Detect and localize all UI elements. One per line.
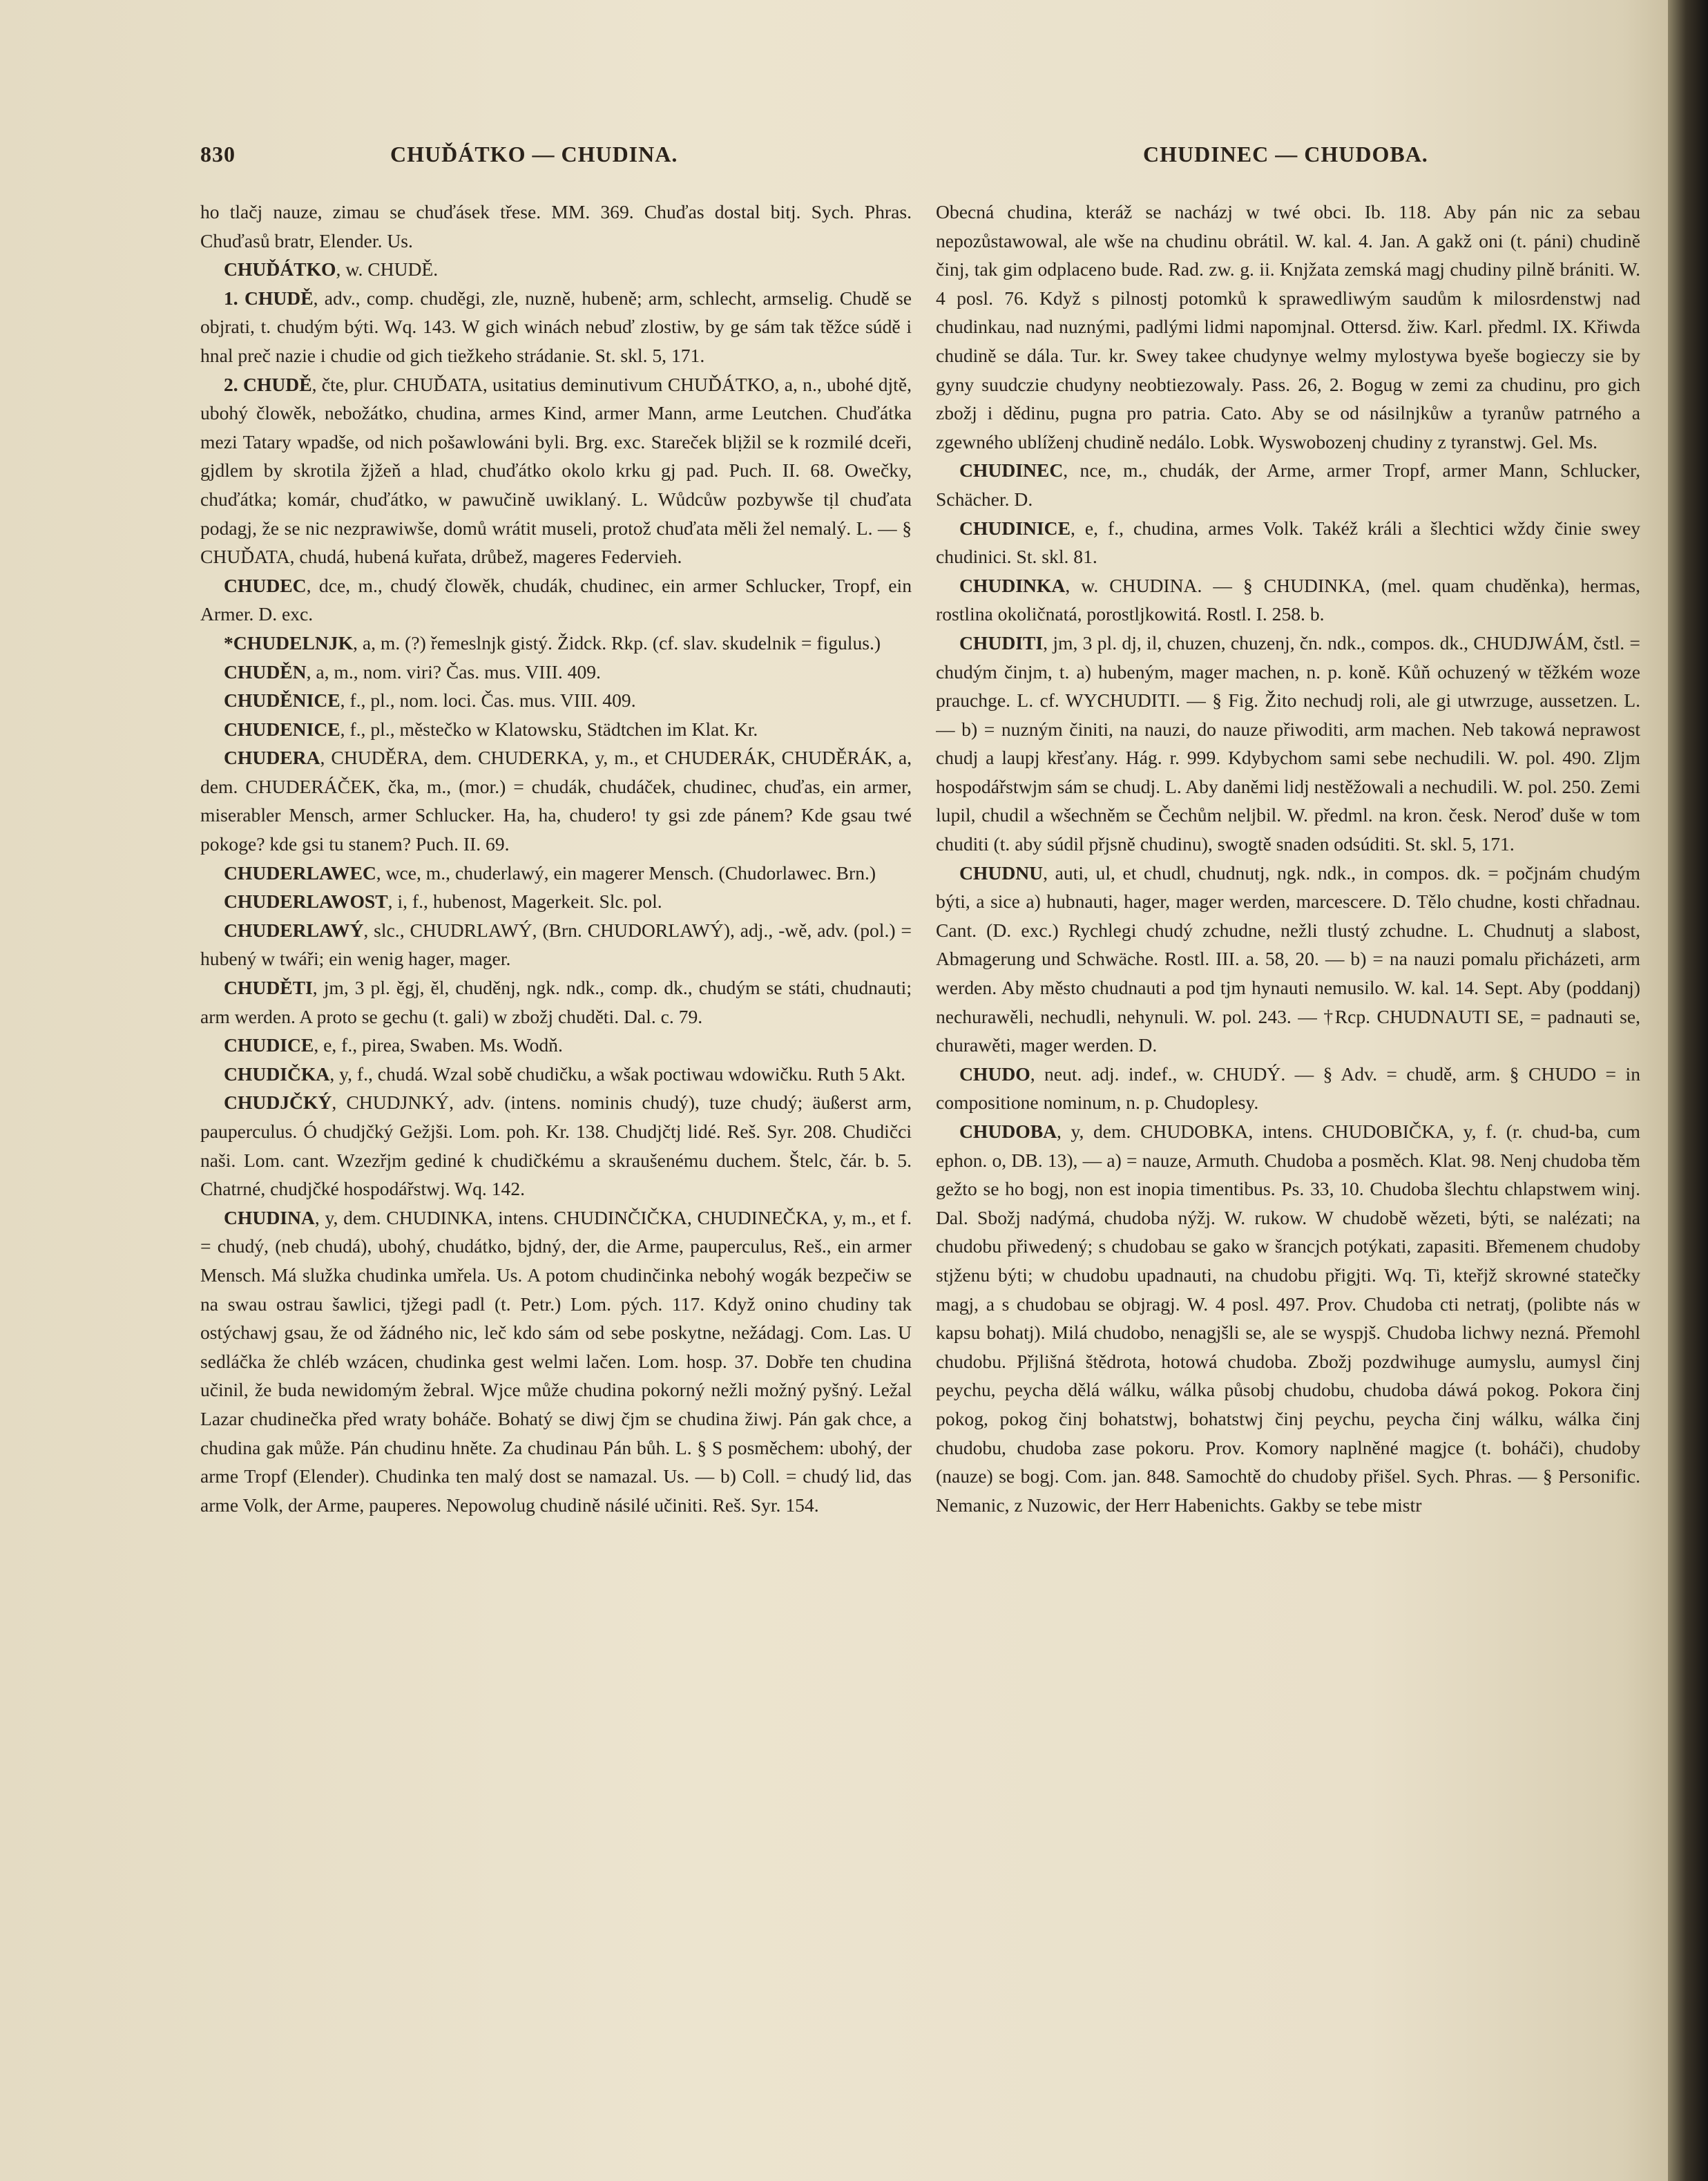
entry-text: , w. CHUDĚ. — [336, 258, 439, 280]
entry-headword: CHUDINKA — [959, 574, 1066, 596]
entry-headword: CHUDERLAWOST — [224, 891, 388, 913]
entry-headword: CHUDĚN — [224, 660, 307, 683]
entry-text: , f., pl., nom. loci. Čas. mus. VIII. 409. — [340, 689, 636, 712]
entry-text: , nce, m., chudák, der Arme, armer Tropf, armer Mann, Schlucker, Schächer. D. — [936, 459, 1640, 510]
entry-headword: CHUDINEC — [959, 459, 1064, 482]
entry-headword: CHUDERA — [224, 747, 320, 769]
running-header — [200, 142, 1637, 176]
entry-text: , y, dem. CHUDOBKA, intens. CHUDOBIČKA, y, f. (r. chud-ba, cum ephon. o, DB. 13), — a) = nauze, Armuth. Chudoba a posměch. Klat. 98. Nenj chudoba těm gežto se ho bogj, non est inopia timentibus. Ps. 33, 10. Chudoba šlechtu chlapstwem winj. Dal. Sbožj nadýmá, chudoba nýžj. W. rukow. W chudobě wězeti, býti, se nalézati; na chudobu přiwedený; s chudobau se gako w šrancjch potýkati, zapasiti. Břemenem chudoby stjženu býti; w chudobu upadnauti, na chudobu přigjti. Wq. Ti, kteřjž skrowné statečky magj, a s chudobau se objragj. W. 4 posl. 497. Prov. Chudoba cti netratj, (polibte nás w kapsu bohatj). Milá chudobo, nenagjšli se, ale se wyspjš. Chudoba lichwy nezná. Přemohl chudobu. Přjlišná štědrota, hotowá chudoba. Zbožj pozdwihuge aumyslu, aumysl činj peychu, peycha dělá wálku, wálka působj chudobu, chudoba dáwá pokog. Pokora činj pokog, pokog činj bohatstwj, bohatstwj činj peychu, peycha činj wálku, wálka činj chudobu, chudoba zase pokoru. Prov. Komory naplněné magjce (t. boháči), chudoby (nauze) se bogj. Com. jan. 848. Samochtě do chudoby přišel. Sych. Phras. — § Personific. Nemanic, z Nuzowic, der Herr Habenichts. Gakby se tebe mistr — [936, 1121, 1640, 1516]
dictionary-entry — [200, 1031, 912, 1060]
dictionary-entry — [200, 629, 912, 658]
dictionary-entry — [200, 658, 912, 687]
entry-text: , jm, 3 pl. ěgj, ěl, chuděnj, ngk. ndk., comp. dk., chudým se státi, chudnauti; arm werden. A proto se gechu (t. gali) w zbožj chuděti. Dal. c. 79. — [200, 977, 912, 1027]
dictionary-entry — [200, 686, 912, 715]
entry-text: , f., pl., městečko w Klatowsku, Städtchen im Klat. Kr. — [340, 718, 758, 740]
right-column — [936, 198, 1640, 2125]
dictionary-entry — [200, 743, 912, 858]
entry-headword: CHUDINICE — [959, 517, 1071, 539]
entry-text: , adv., comp. chuděgi, zle, nuzně, hubeně; arm, schlecht, armselig. Chudě se objrati, t. chudým býti. Wq. 143. W gich winách nebuď zlostiw, by ge sám tak těžce súdě i hnal preč nazie i chudie od gich tiežkeho strádanie. St. skl. 5, 171. — [200, 287, 912, 366]
right-running-head: CHUDINEC — CHUDOBA. — [1143, 142, 1428, 166]
entry-text: , e, f., chudina, armes Volk. Takéž králi a šlechtici wždy činie swey chudinici. St. skl. 81. — [936, 517, 1640, 568]
entry-text: Obecná chudina, kteráž se nacházj w twé obci. Ib. 118. Aby pán nic za sebau nepozůstawowal, ale wše na chudinu obrátil. W. kal. 4. Jan. A gakž oni (t. páni) chudině činj, tak gim odplaceno bude. Rad. zw. g. ii. Knjžata zemská magj chudiny pilně brániti. W. 4 posl. 76. Když s pilnostj potomků k sprawedliwým saudům k milosrdenstwj nad chudinkau, nad nuznými, padlými lidmi napomjnal. Ottersd. žiw. Karl. předml. IX. Křiwda chudině se dála. Tur. kr. Swey takee chudynye welmy mylostywa byeše bogieczy sie by gyny suudczie chudyny neobtiezowaly. Pass. 26, 2. Bogug w zemi za chudinu, pro gich zbožj i dědinu, pugna pro patria. Cato. Aby se od násilnjkůw a tyranůw patrného a zgewného ublíženj chudině nedálo. Lobk. Wyswobozenj chudiny z tyranstwj. Gel. Ms. — [936, 201, 1640, 453]
entry-headword: 2. CHUDĚ — [224, 373, 312, 395]
entry-headword: CHUDERLAWEC — [224, 861, 376, 884]
dictionary-entry — [200, 198, 912, 255]
entry-headword: CHUDEC — [224, 574, 307, 596]
entry-headword: CHUDINA — [224, 1206, 315, 1228]
entry-headword: CHUDNU — [959, 861, 1044, 884]
entry-headword: CHUDIČKA — [224, 1063, 330, 1085]
dictionary-entry — [936, 859, 1640, 1060]
entry-text: , dce, m., chudý člowěk, chudák, chudinec, ein armer Schlucker, Tropf, ein Armer. D. exc. — [200, 574, 912, 625]
dictionary-entry — [936, 629, 1640, 859]
dictionary-entry — [936, 1060, 1640, 1117]
entry-headword: CHUDICE — [224, 1034, 314, 1056]
entry-text: , jm, 3 pl. dj, il, chuzen, chuzenj, čn. ndk., compos. dk., CHUDJWÁM, čstl. = chudým činjm, t. a) hubeným, mager machen, n. p. koně. Kůň ochuzený w těžkém woze prauchge. L. cf. WYCHUDITI. — § Fig. Žito nechudj roli, ale gi utwrzuge, aussetzen. L. — b) = nuzným činiti, na nauzi, do nauze přiwoditi, arm machen. Neb takowá neprawost chudj a laupj křesťany. Hág. r. 999. Kdybychom sami sebe nechudili. W. pol. 490. Zljm hospodářstwjm sám se chudj. L. Aby daněmi lidj nestěžowali a nechudili. W. pol. 250. Zemi lupil, chudil a wšechněm se Čechům neljbil. W. předml. na kron. česk. Neroď duše w tom chuditi (t. aby súdil přjsně chudinu), swogtě snaden odsúditi. St. skl. 5, 171. — [936, 631, 1640, 855]
dictionary-entry — [200, 1060, 912, 1089]
dictionary-entry — [200, 1088, 912, 1203]
left-running-head: CHUĎÁTKO — CHUDINA. — [390, 142, 678, 166]
entry-text: , CHUDJNKÝ, adv. (intens. nominis chudý), tuze chudý; äußerst arm, pauperculus. Ó chudjčký Gežjši. Lom. poh. Kr. 138. Chudjčtj lidé. Reš. Syr. 208. Chudičci naši. Lom. cant. Wzezřjm gediné k chudičkému a skraušenému duchem. Štelc, čár. b. 5. Chatrné, chudjčké hospodářstwj. Wq. 142. — [200, 1092, 912, 1200]
entry-text: ho tlačj nauze, zimau se chuďásek třese. MM. 369. Chuďas dostal bitj. Sych. Phras. Chuďasů bratr, Elender. Us. — [200, 201, 912, 251]
entry-text: , e, f., pirea, Swaben. Ms. Wodň. — [314, 1034, 563, 1056]
dictionary-entry — [200, 571, 912, 629]
entry-text: , w. CHUDINA. — § CHUDINKA, (mel. quam chuděnka), hermas, rostlina okoličnatá, porostljkowitá. Rostl. I. 258. b. — [936, 574, 1640, 625]
dictionary-entry — [936, 456, 1640, 513]
entry-headword: CHUDĚNICE — [224, 689, 340, 712]
entry-headword: CHUDENICE — [224, 718, 340, 740]
entry-headword: CHUDO — [959, 1063, 1030, 1085]
dictionary-entry — [200, 1203, 912, 1520]
entry-text: , CHUDĚRA, dem. CHUDERKA, y, m., et CHUDERÁK, CHUDĚRÁK, a, dem. CHUDERÁČEK, čka, m., (mor.) = chudák, chudáček, chudinec, chuďas, ein armer, miserabler Mensch, armer Schlucker. Ha, ha, chudero! ty gsi zde pánem? Kde gsau twé pokoge? kde gsi tu stanem? Puch. II. 69. — [200, 747, 912, 855]
dictionary-entry — [200, 887, 912, 916]
dictionary-entry — [200, 284, 912, 370]
dictionary-entry — [200, 973, 912, 1031]
entry-headword: CHUĎÁTKO — [224, 258, 336, 280]
entry-text: , y, dem. CHUDINKA, intens. CHUDINČIČKA, CHUDINEČKA, y, m., et f. = chudý, (neb chudá), ubohý, chudátko, bjdný, der, die Arme, pauperculus, Reš., ein armer Mensch. Má služka chudinka umřela. Us. A potom chudinčinka nebohý wogák bezpečiw se na swau ostrau šawlici, tjžegi padl (t. Petr.) Lom. pých. 117. Když onino chudiny tak ostýchawj gsau, že od žádného nic, leč kdo sám od sebe poskytne, nežádagj. Com. Las. U sedláčka že chléb wzácen, chudinka gest welmi lačen. Lom. hosp. 37. Dobře ten chudina učinil, že buda newidomým žebral. Wjce může chudina pokorný nežli možný pyšný. Ležal Lazar chudinečka před wraty boháče. Bohatý se diwj čjm se chudina žiwj. Pán gak chce, a chudina gak může. Pán chudinu hněte. Za chudinau Pán bůh. L. § S posměchem: ubohý, der arme Tropf (Elender). Chudinka ten malý dost se namazal. Us. — b) Coll. = chudý lid, das arme Volk, der Arme, pauperes. Nepowolug chudině násilé učiniti. Reš. Syr. 154. — [200, 1206, 912, 1516]
entry-headword: CHUDOBA — [959, 1121, 1057, 1142]
dictionary-entry — [200, 916, 912, 973]
entry-headword: *CHUDELNJK — [224, 631, 354, 654]
page-number: 830 — [200, 142, 236, 166]
entry-text: , y, f., chudá. Wzal sobě chudičku, a wšak poctiwau wdowičku. Ruth 5 Akt. — [329, 1063, 906, 1085]
entry-text: , a, m. (?) řemeslnjk gistý. Židck. Rkp. (cf. slav. skudelnik = figulus.) — [353, 631, 881, 654]
entry-headword: CHUDĚTI — [224, 977, 313, 999]
entry-text: , neut. adj. indef., w. CHUDÝ. — § Adv. = chudě, arm. § CHUDO = in compositione nominum, n. p. Chudoplesy. — [936, 1063, 1640, 1114]
entry-headword: CHUDITI — [959, 631, 1044, 654]
left-column — [200, 198, 912, 2125]
entry-text: , slc., CHUDRLAWÝ, (Brn. CHUDORLAWÝ), adj., -wě, adv. (pol.) = hubený w twáři; ein wenig hager, mager. — [200, 919, 912, 970]
entry-headword: 1. CHUDĚ — [224, 287, 314, 309]
entry-text: , auti, ul, et chudl, chudnutj, ngk. ndk., in compos. dk. = počjnám chudým býti, a sice a) hubnauti, hager, mager werden, marcescere. D. Tělo chudne, kosti chřadnau. Cant. (D. exc.) Rychlegi chudý zchudne, nežli tlustý zchudne. L. Chudnutj a slabost, Abmagerung und Schwäche. Rostl. III. a. 58, 20. — b) = na nauzi pomalu přicházeti, arm werden. Aby město chudnauti a pod tjm hynauti nemusilo. W. kal. 14. Sept. Aby (poddanj) nechurawěli, nechudli, nehynuli. W. pol. 243. — †Rcp. CHUDNAUTI SE, = padnauti se, churawěti, mager werden. D. — [936, 861, 1640, 1056]
dictionary-entry — [936, 198, 1640, 456]
entry-text: , i, f., hubenost, Magerkeit. Slc. pol. — [387, 891, 662, 913]
entry-headword: CHUDERLAWÝ — [224, 919, 364, 941]
dictionary-entry — [200, 859, 912, 888]
dictionary-entry — [200, 370, 912, 571]
entry-headword: CHUDJČKÝ — [224, 1092, 332, 1114]
dictionary-entry — [200, 255, 912, 284]
book-spine-shadow — [1668, 0, 1708, 2181]
entry-text: , wce, m., chuderlawý, ein magerer Mensch. (Chudorlawec. Brn.) — [376, 861, 876, 884]
entry-text: , a, m., nom. viri? Čas. mus. VIII. 409. — [306, 660, 601, 683]
dictionary-entry — [936, 514, 1640, 571]
dictionary-entry — [936, 1117, 1640, 1519]
dictionary-entry — [936, 571, 1640, 629]
dictionary-entry — [200, 715, 912, 744]
entry-text: , čte, plur. CHUĎATA, usitatius deminutivum CHUĎÁTKO, a, n., ubohé djtě, ubohý člowěk, nebožátko, chudina, armes Kind, armer Mann, arme Leutchen. Chuďátka mezi Tatary wpadše, od nich pošawlowáni byli. Brg. exc. Stareček blịžil se k rozmilé dceři, gjdlem by skrotila žjžeň a hlad, chuďátko okolo krku gj pad. Puch. II. 68. Owečky, chuďátka; komár, chuďátko, w pawučině uwiklaný. L. Wůdcůw pozbywše tịl chuďata podagj, že se nic nezprawiwše, domů wrátit museli, protož chuďata měli žel nemalý. L. — § CHUĎATA, chudá, hubená kuřata, drůbež, mageres Federvieh. — [200, 373, 912, 568]
